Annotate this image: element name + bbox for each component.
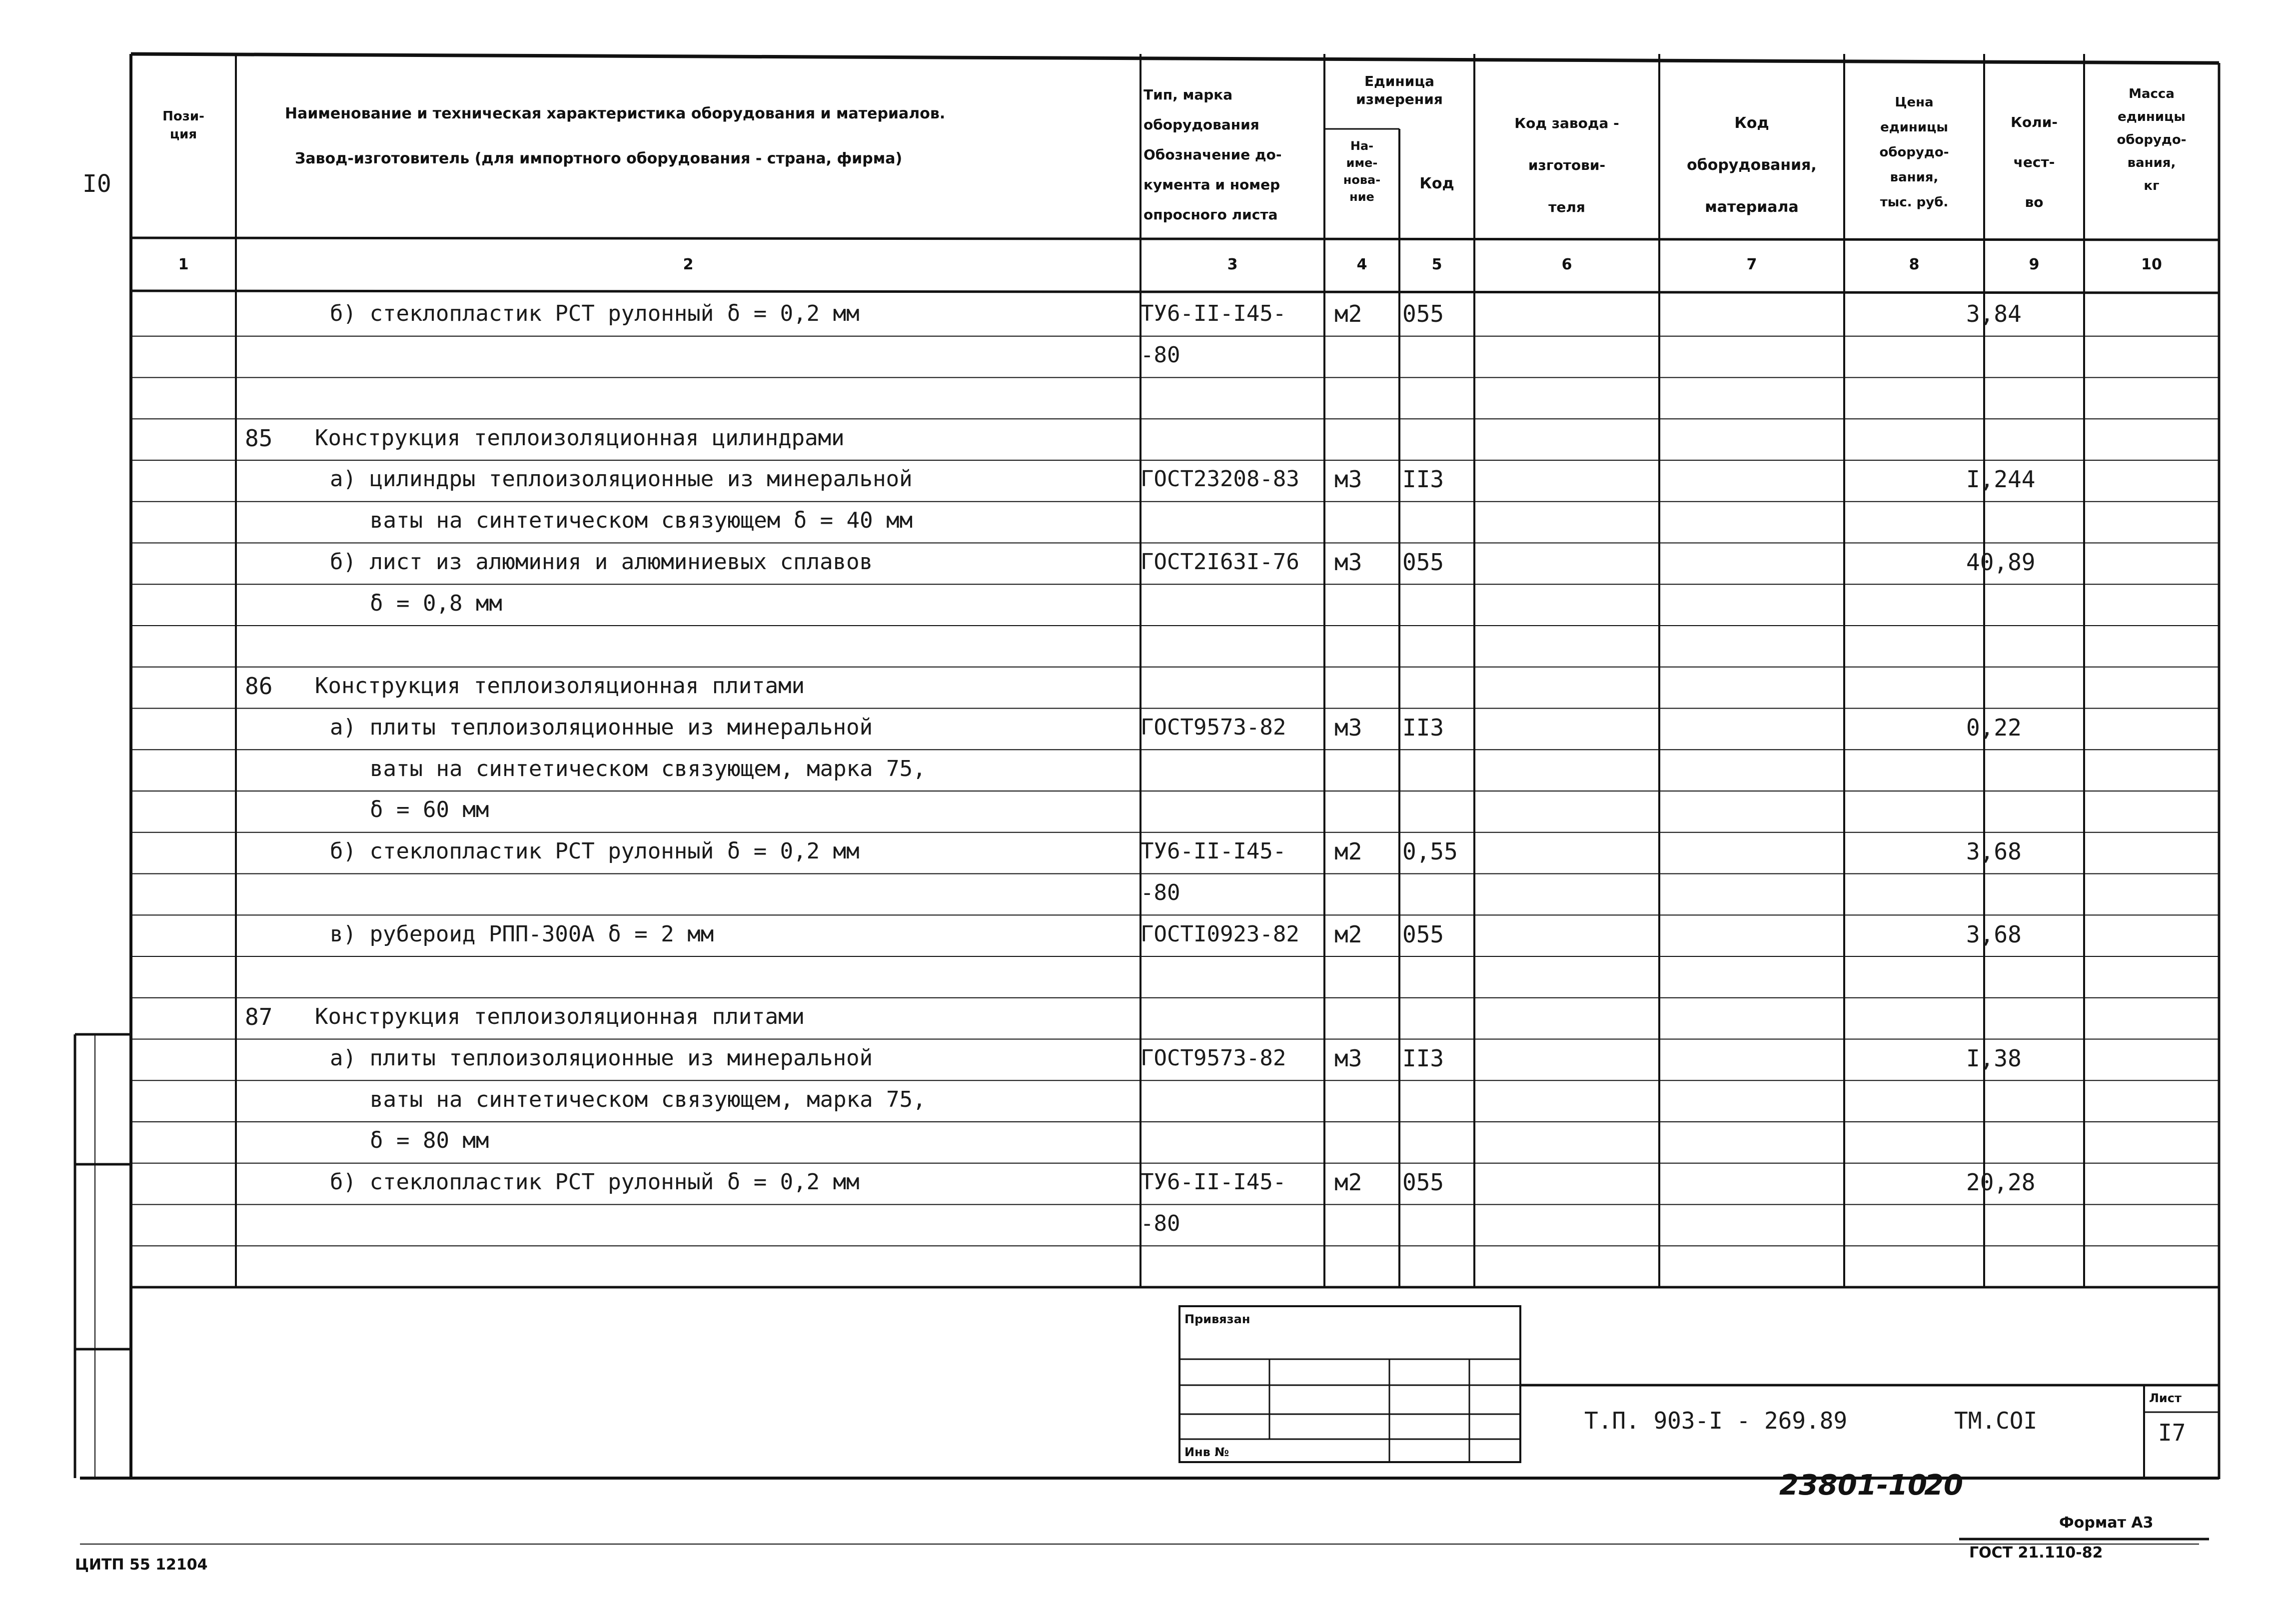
colnum-bottom-line [131,291,2219,293]
column-number: 4 [1356,256,1367,273]
row-quantity: 0,22 [1966,714,2022,741]
row-name: Конструкция теплоизоляционная плитами [315,673,805,699]
column-number: 8 [1909,256,1920,273]
stamp-inv-no: Инв № [1184,1445,1229,1459]
row-unit: м2 [1334,838,1362,865]
header-col-position: Пози- ция [162,109,204,142]
row-code: II3 [1402,714,1444,741]
row-name: ваты на синтетическом связующем, марка 75, [370,756,926,782]
row-name: δ = 0,8 мм [370,590,502,616]
row-unit: м3 [1334,466,1362,493]
row-unit: м2 [1334,1169,1362,1196]
header-col-quantity: Коли- чест- во [2011,114,2058,210]
column-number: 5 [1431,256,1442,273]
row-position: 86 [245,673,273,700]
header-col-unit-name: На- име- нова- ние [1343,139,1381,204]
header-col-mass: Масса единицы оборудо- вания, кг [2117,86,2187,193]
column-number: 9 [2029,256,2040,273]
header-col-material-code: Код оборудования, материала [1687,114,1817,216]
row-name: б) стеклопластик РСТ рулонный δ = 0,2 мм [330,301,860,327]
row-type: ГОСТ9573-82 [1140,1045,1286,1071]
row-unit: м3 [1334,1044,1362,1072]
row-quantity: I,244 [1966,466,2036,493]
row-unit: м3 [1334,548,1362,576]
header-col-name-line1: Наименование и техническая характеристика оборудования и материалов. [285,105,946,122]
row-code: 055 [1402,920,1444,948]
margin-mark: I0 [82,170,111,198]
left-footer-code: ЦИТП 55 12104 [75,1556,208,1574]
row-code: 055 [1402,548,1444,576]
row-code: II3 [1402,466,1444,493]
row-name: б) стеклопластик РСТ рулонный δ = 0,2 мм [330,838,860,864]
row-name: а) цилиндры теплоизоляционные из минеральной [330,466,913,492]
row-type: ТУ6-II-I45- [1140,301,1286,327]
row-unit: м3 [1334,714,1362,741]
column-number: 2 [683,256,694,273]
row-type: -80 [1140,879,1180,905]
row-quantity: 3,84 [1966,300,2022,328]
header-col-maker-code: Код завода - изготови- теля [1514,115,1619,215]
format-label: Формат А3 [2059,1514,2154,1532]
header-bottom-line [131,238,2219,240]
row-quantity: 20,28 [1966,1169,2036,1196]
row-quantity: 3,68 [1966,920,2022,948]
frame-top-line [131,54,2219,63]
header-col-unit-group: Единица измерения [1356,73,1443,107]
row-name: ваты на синтетическом связующем δ = 40 мм [370,508,913,534]
row-name: а) плиты теплоизоляционные из минеральной [330,714,873,740]
row-name: б) стеклопластик РСТ рулонный δ = 0,2 мм [330,1169,860,1195]
gost-label: ГОСТ 21.110-82 [1969,1544,2103,1562]
column-number: 10 [2141,256,2162,273]
row-type: ГОСТ23208-83 [1140,466,1299,492]
row-type: -80 [1140,1210,1180,1236]
document-code: Т.П. 903-I - 269.89 [1584,1407,1848,1434]
header-col-type: Тип, марка оборудования Обозначение до- кумента и номер опросного листа [1143,86,1282,223]
row-quantity: 40,89 [1966,548,2036,576]
row-unit: м2 [1334,300,1362,328]
header-col-unit-code: Код [1419,175,1454,192]
row-type: ТУ6-II-I45- [1140,838,1286,864]
row-name: в) рубероид РПП-300А δ = 2 мм [330,921,714,947]
row-type: ГОСТ2I63I-76 [1140,549,1299,575]
column-number: 7 [1746,256,1757,273]
column-number: 1 [178,256,189,273]
row-unit: м2 [1334,920,1362,948]
row-code: 0,55 [1402,838,1458,865]
row-quantity: 3,68 [1966,838,2022,865]
row-name: Конструкция теплоизоляционная цилиндрами [315,425,845,451]
row-name: δ = 60 мм [370,797,489,823]
row-name: б) лист из алюминия и алюминиевых сплавов [330,549,873,575]
sheet-code: ТМ.СОI [1954,1407,2038,1434]
header-col-price: Цена единицы оборудо- вания, тыс. руб. [1879,95,1949,210]
row-type: ГОСТI0923-82 [1140,921,1299,947]
row-quantity: I,38 [1966,1044,2022,1072]
row-type: ГОСТ9573-82 [1140,714,1286,740]
column-number: 6 [1561,256,1572,273]
row-code: 055 [1402,1169,1444,1196]
row-name: а) плиты теплоизоляционные из минеральной [330,1045,873,1071]
row-position: 87 [245,1003,273,1031]
stamp-privyazan: Привязан [1184,1312,1250,1326]
header-col-name-line2: Завод-изготовитель (для импортного оборудования - страна, фирма) [295,150,903,167]
row-type: ТУ6-II-I45- [1140,1169,1286,1195]
row-type: -80 [1140,342,1180,368]
row-name: Конструкция теплоизоляционная плитами [315,1004,805,1030]
row-name: δ = 80 мм [370,1128,489,1154]
row-position: 85 [245,424,273,452]
handwritten-number: 23801-10 [1779,1469,1927,1502]
sheet-number: I7 [2158,1419,2186,1446]
handwritten-copy: 20 [1924,1469,1963,1502]
row-code: 055 [1402,300,1444,328]
row-code: II3 [1402,1044,1444,1072]
row-name: ваты на синтетическом связующем, марка 75, [370,1086,926,1112]
column-number: 3 [1227,256,1238,273]
sheet-label: Лист [2149,1391,2182,1405]
